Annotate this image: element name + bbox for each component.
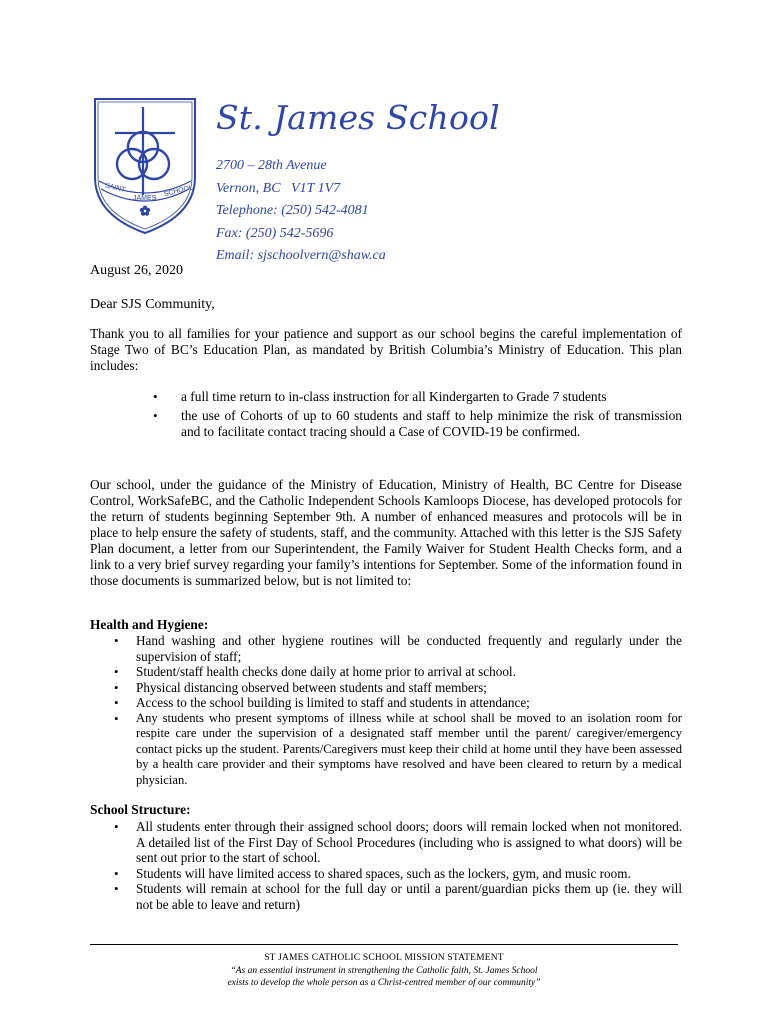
contact-block [216, 157, 386, 270]
letter-date: August 26, 2020 [90, 263, 183, 278]
crest-school-text: SCHOOL [163, 184, 194, 199]
email: Email: sjschoolvern@shaw.ca [216, 248, 386, 263]
list-item: • Access to the school building is limited to staff and students in attendance; [90, 695, 682, 711]
school-name: St. James School [216, 98, 500, 137]
plan-list [149, 389, 682, 443]
list-item: • Students will remain at school for the full day or until a parent/guardian picks them up (ie. they will not be able to leave and return) [90, 881, 682, 912]
telephone: Telephone: (250) 542-4081 [216, 203, 369, 218]
list-item: • Students will have limited access to shared spaces, such as the lockers, gym, and music room. [90, 866, 682, 882]
address-line-2: Vernon, BC V1T 1V7 [216, 180, 341, 196]
address-line-1: 2700 – 28th Avenue [216, 158, 327, 173]
mission-statement-title: ST JAMES CATHOLIC SCHOOL MISSION STATEMENT [264, 953, 504, 963]
list-item: • Any students who present symptoms of illness while at school shall be moved to an isolation room for respite care under the supervision of a designated staff member until the parent/ caregiver/emergency contact picks up the student. Parents/Caregivers must keep their child at home until they have been assessed by a health care provider and their symptoms have resolved and have been cleared to return by a medical physician. [90, 711, 682, 789]
body-paragraph: Our school, under the guidance of the Ministry of Education, Ministry of Health, BC Centre for Disease Control, WorkSafeBC, and the Catholic Independent Schools Kamloops Diocese, has developed protocols for the return of students beginning September 9th. A number of enhanced measures and protocols will be in place to help ensure the safety of students, staff, and the community. Attached with this letter is the SJS Safety Plan document, a letter from our Superintendent, the Family Waiver for Student Health Checks form, and a link to a very brief survey regarding your family’s intentions for September. Some of the information found in those documents is summarized below, but is not limited to: [90, 477, 682, 588]
list-item: • Hand washing and other hygiene routines will be conducted frequently and regularly under the supervision of staff; [90, 633, 682, 664]
flower-icon [140, 206, 150, 216]
crest-james-text: JAMES [133, 195, 157, 202]
mission-statement-quote [90, 965, 678, 989]
quote-line-2: exists to develop the whole person as a Christ-centred member of our community” [227, 978, 541, 988]
list-item: • Student/staff health checks done daily at home prior to arrival at school. [90, 664, 682, 680]
school-crest-logo [93, 97, 197, 235]
list-item: • Physical distancing observed between students and staff members; [90, 680, 682, 696]
fax: Fax: (250) 542-5696 [216, 225, 334, 241]
health-list [90, 633, 682, 788]
intro-paragraph: Thank you to all families for your patience and support as our school begins the careful implementation of Stage Two of BC’s Education Plan, as mandated by British Columbia’s Ministry of Education. This plan includes: [90, 326, 682, 373]
list-item: • All students enter through their assigned school doors; doors will remain locked when not monitored. A detailed list of the First Day of School Procedures (including who is assigned to what doors) will be sent out prior to the start of school. [90, 819, 682, 866]
list-item: • the use of Cohorts of up to 60 students and staff to help minimize the risk of transmission and to facilitate contact tracing should a Case of COVID-19 be confirmed. [149, 408, 682, 440]
footer-divider [90, 944, 678, 945]
structure-heading: School Structure: [90, 802, 191, 817]
crest-saint-text: SAINT [104, 182, 126, 194]
structure-list [90, 819, 682, 912]
salutation: Dear SJS Community, [90, 297, 215, 312]
quote-line-1: “As an essential instrument in strengthening the Catholic faith, St. James School [230, 966, 538, 976]
list-item: • a full time return to in-class instruction for all Kindergarten to Grade 7 students [149, 389, 682, 405]
health-heading: Health and Hygiene: [90, 617, 209, 632]
